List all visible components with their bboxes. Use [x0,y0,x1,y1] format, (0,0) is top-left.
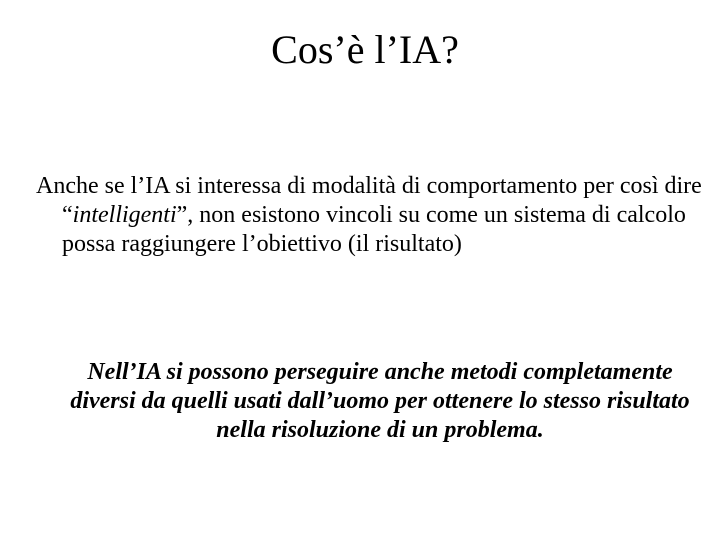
highlight-statement: Nell’IA si possono perseguire anche metodi completamente diversi da quelli usati dall’uomo per ottenere lo stesso risultato nella risoluzione di un problema. [70,359,690,443]
body-text-end: ”, non esistono vincoli su come un sistema di calcolo possa raggiungere l’obiettivo (il risultato) [62,202,686,257]
body-paragraph [36,172,708,259]
body-text-italic: intelligenti [72,202,177,228]
body-text-start: Anche se l’IA si interessa di modalità di comportamento per così dire “ [36,173,702,228]
slide-title: Cos’è l’IA? [271,27,459,72]
